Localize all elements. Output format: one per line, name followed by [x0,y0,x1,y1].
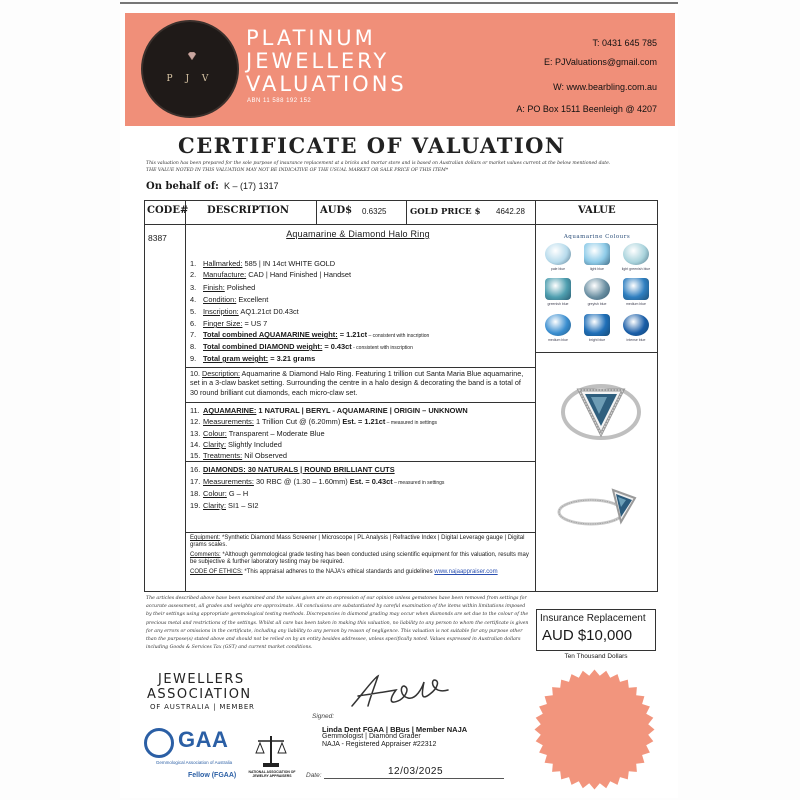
colour-swatch [584,243,610,265]
diamond-icon [187,52,197,60]
signer-title-2: NAJA - Registered Appraiser #22312 [322,741,437,748]
ethics-note: CODE OF ETHICS: *This appraisal adheres to the NAJA's ethical standards and guidelines www.najaappraiser.com [190,569,498,575]
insurance-words: Ten Thousand Dollars [564,653,628,660]
abn-number: ABN 11 588 192 152 [247,98,312,104]
spec-line: 5. Inscription: AQ1.21ct D0.43ct [190,307,299,316]
contact-website: W: www.bearbling.com.au [553,82,657,92]
weight-line: 9. Total gram weight: = 3.21 grams [190,354,316,363]
spec-line: 18. Colour: G – H [190,489,249,498]
signed-label: Signed: [312,713,335,720]
swatch-label: pale blue [550,267,566,271]
diamonds-heading: 16. DIAMONDS: 30 NATURALS | ROUND BRILLIANT CUTS [190,465,395,474]
date-value: 12/03/2025 [388,766,444,777]
swatch-label: greenish blue [547,302,569,306]
ja-logo-line-3: OF AUSTRALIA | MEMBER [150,703,255,711]
spec-line: 15. Treatments: Nil Observed [190,451,287,460]
ja-logo-line-2: ASSOCIATION [147,687,252,702]
naja-link[interactable]: www.najaappraiser.com [434,569,498,575]
signer-name: Linda Dent FGAA | BBus | Member NAJA [322,725,468,734]
colour-swatch [545,314,571,336]
row-divider [536,352,658,353]
signature-image [344,672,456,712]
column-divider [185,201,186,592]
aquamarine-heading: 11. AQUAMARINE: 1 NATURAL | BERYL - AQUAMARINE | ORIGIN – UNKNOWN [190,406,468,415]
weight-line: 7. Total combined AQUAMARINE weight: = 1.21ct – consistent with inscription [190,330,430,339]
date-label: Date: [306,772,322,779]
colour-swatch [623,278,649,300]
spec-line: 12. Measurements: 1 Trillion Cut @ (6.20mm) Est. = 1.21ct – measured in settings [190,417,437,426]
weight-line: 8. Total combined DIAMOND weight: = 0.43ct - consistent with inscription [190,342,413,351]
swatch-label: light greenish blue [621,267,651,271]
header-description: DESCRIPTION [207,205,289,216]
signer-title-1: Gemmologist | Diamond Grader [322,733,421,740]
brand-line-3: VALUATIONS [246,72,407,96]
spec-line: 14. Clarity: Slightly Included [190,440,282,449]
spec-line: 3. Finish: Polished [190,283,256,292]
item-code: 8387 [148,233,167,243]
swatch-label: bright blue [588,338,606,342]
pjv-logo [141,20,239,118]
header-value: VALUE [578,205,616,216]
colour-swatch [584,278,610,300]
swatch-label: medium blue [625,302,647,306]
intro-line-2: THE VALUE NOTED IN THIS VALUATION MAY NOT BE INDICATIVE OF THE USUAL MARKET OR SALE PRICE OF THIS ITEM* [146,168,449,173]
contact-email: E: PJValuations@gmail.com [543,57,657,67]
header-gold-price: GOLD PRICE $ [410,207,481,217]
spec-line: 4. Condition: Excellent [190,295,269,304]
column-divider [406,201,407,225]
company-seal-stamp [532,667,657,792]
naja-subtitle: NATIONAL ASSOCIATION OF JEWELRY APPRAISERS [248,770,296,778]
spec-line: 2. Manufacture: CAD | Hand Finished | Handset [190,270,352,279]
on-behalf-label: On behalf of: [146,181,219,192]
row-divider [186,402,535,403]
spec-line: 19. Clarity: SI1 – SI2 [190,501,259,510]
header-code: CODE# [147,205,189,216]
equipment-note: Equipment: *Synthetic Diamond Mass Screener | Microscope | PL Analysis | Refractive Index | Digital Leverage gauge | Digital grams scales. [190,535,525,549]
logo-letters: P J V [166,74,214,84]
swatch-label: medium blue [547,338,569,342]
comments-note: Comments: *Although gemmological grade testing has been conducted using scientific equipment for this valuation, results may be subjective & further laboratory testing may be required. [190,552,529,566]
brand-line-2: JEWELLERY [246,49,390,73]
colour-swatch [545,243,571,265]
colour-swatch [545,278,571,300]
spec-line: 13. Colour: Transparent – Moderate Blue [190,429,325,438]
spec-line: 6. Finger Size: = US 7 [190,319,268,328]
swatch-label: light blue [589,267,604,271]
spec-line: 17. Measurements: 30 RBC @ (1.30 – 1.60mm) Est. = 0.43ct – measured in settings [190,477,445,486]
column-divider [316,201,317,225]
colour-swatch [623,243,649,265]
ring-side-view-image [555,476,647,540]
gaa-fellow: Fellow (FGAA) [188,772,237,779]
swatch-label: greyish blue [587,302,607,306]
ja-logo-line-1: JEWELLERS [158,672,245,687]
header-row-divider [144,224,658,225]
spec-line: 1. Hallmarked: 585 | IN 14ct WHITE GOLD [190,259,336,268]
on-behalf-value: K – (17) 1317 [224,181,279,191]
gaa-subtitle: Gemmological Association of Australia [155,760,233,765]
disclaimer-text: The articles described above have been examined and the values given are an expression of our opinion unless gemstones have been removed from settings for accurate assessment, all grades and weights are approximate. All conclusions are substantiated by careful examination of the items within limitations imposed by their settings using appropriate gemmological testing methods. Discrepancies in diamond grading may occur when diamonds are set due to the colour of the precious metal and restrictions of the settings. Whilst all care has been taken in making this valuation, no liability to any person to whom the certificate is given for any errors or omissions in the certificate, including any liability to any person by reason of negligence. This valuation is not suitable for any purpose other than the purpose(s) stated above and should not be relied on by an entity besides addressee, unless specifically noted. Values expressed in Australian dollars including Goods & Services Tax (GST) and current market conditions. [146,596,529,651]
colour-swatch [623,314,649,336]
insurance-label: Insurance Replacement [540,613,646,624]
brand-line-1: PLATINUM [246,26,376,50]
item-title: Aquamarine & Diamond Halo Ring [286,229,430,239]
row-divider [186,532,535,533]
ring-top-view-image [555,372,647,454]
swatch-title: Aquamarine Colours [563,234,631,240]
gold-price-value: 4642.28 [496,207,525,216]
date-underline [324,778,504,779]
intro-line-1: This valuation has been prepared for the sole purpose of insurance replacement at a bricks and mortar store and is based on Australian dollars or market values current at the below mentioned date. [146,161,611,166]
colour-swatch [584,314,610,336]
certificate-title: CERTIFICATE OF VALUATION [178,133,566,158]
gaa-emblem-icon [144,728,174,758]
swatch-label: intense blue [626,338,646,342]
contact-phone: T: 0431 645 785 [592,38,657,48]
description-paragraph: 10. Description: Aquamarine & Diamond Halo Ring. Featuring 1 trillion cut Santa Maria Blue aquamarine, set in a 3-claw basket setting. Surrounding the centre in a halo design & decorating the band is a total of 30 round brilliant cut diamonds, each micro-claw set. [190,369,524,397]
row-divider [186,367,535,368]
gaa-logo-text: GAA [178,727,229,752]
contact-address: A: PO Box 1511 Beenleigh @ 4207 [516,104,657,114]
aud-rate: 0.6325 [362,207,387,216]
row-divider [186,461,535,462]
column-divider [535,201,536,592]
scales-of-justice-icon [254,733,288,769]
insurance-value: AUD $10,000 [542,627,633,644]
header-aud: AUD$ [320,205,353,216]
